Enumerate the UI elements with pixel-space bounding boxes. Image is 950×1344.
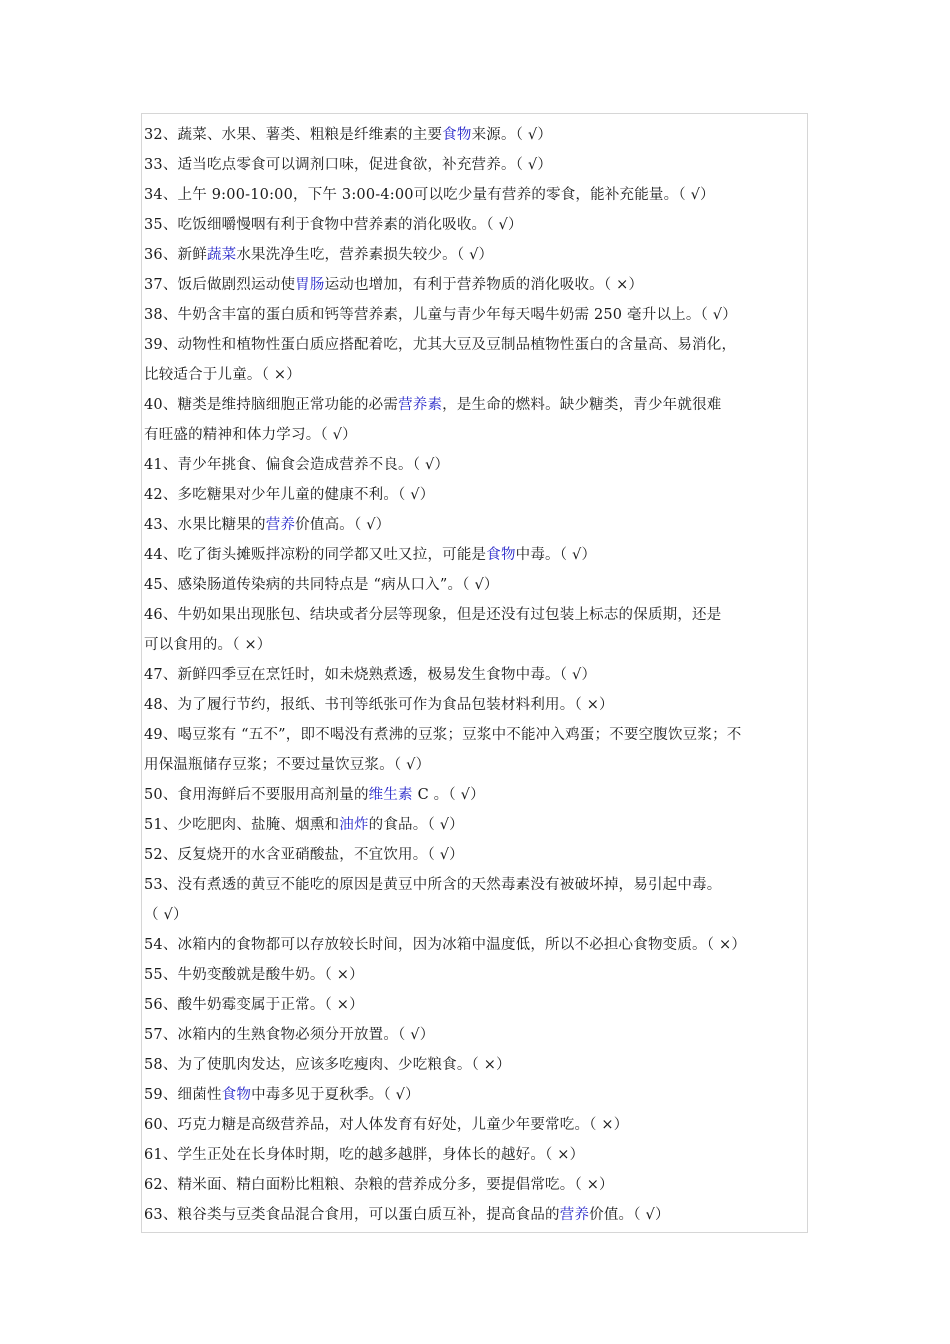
text-line — [144, 900, 810, 930]
text-segment: 43、水果比糖果的 — [144, 517, 266, 533]
text-line — [144, 420, 810, 450]
keyword-link[interactable]: 食物 — [486, 547, 516, 563]
text-segment: C 。（ √） — [412, 787, 485, 803]
text-segment: 50、食用海鲜后不要服用高剂量的 — [144, 787, 369, 803]
text-line — [144, 360, 810, 390]
text-segment: 51、少吃肥肉、盐腌、烟熏和 — [144, 817, 340, 833]
text-segment: 58、为了使肌肉发达，应该多吃瘦肉、少吃粮食。（ ×） — [144, 1057, 511, 1073]
text-line — [144, 270, 810, 300]
text-line — [144, 570, 810, 600]
text-line — [144, 600, 810, 630]
keyword-link[interactable]: 维生素 — [368, 787, 413, 803]
text-segment: 60、巧克力糖是高级营养品，对人体发育有好处，儿童少年要常吃。（ ×） — [144, 1117, 629, 1133]
text-line — [144, 540, 810, 570]
text-line — [144, 690, 810, 720]
text-segment: 47、新鲜四季豆在烹饪时，如未烧熟煮透，极易发生食物中毒。（ √） — [144, 667, 597, 683]
keyword-link[interactable]: 胃肠 — [295, 277, 325, 293]
text-segment: 34、上午 9:00-10:00，下午 3:00-4:00可以吃少量有营养的零食，能补充能量。（ √） — [144, 187, 715, 203]
keyword-link[interactable]: 营养 — [559, 1207, 590, 1223]
text-segment: 40、糖类是维持脑细胞正常功能的必需 — [144, 397, 399, 413]
text-segment: 44、吃了街头摊贩拌凉粉的同学都又吐又拉，可能是 — [144, 547, 487, 563]
text-segment: 48、为了履行节约，报纸、书刊等纸张可作为食品包装材料利用。（ ×） — [144, 697, 614, 713]
text-line — [144, 330, 810, 360]
text-segment: 49、喝豆浆有 “五不”，即不喝没有煮沸的豆浆；豆浆中不能冲入鸡蛋；不要空腹饮豆浆；不 — [144, 727, 742, 743]
text-segment: （ √） — [144, 907, 188, 923]
text-segment: 53、没有煮透的黄豆不能吃的原因是黄豆中所含的天然毒素没有被破坏掉，易引起中毒。 — [144, 877, 722, 893]
text-segment: 59、细菌性 — [144, 1087, 222, 1103]
text-segment: 水果洗净生吃，营养素损失较少。（ √） — [236, 247, 494, 263]
text-segment: 37、饭后做剧烈运动使 — [144, 277, 296, 293]
text-segment: 中毒多见于夏秋季。（ √） — [251, 1087, 420, 1103]
text-segment: 可以食用的。（ ×） — [144, 637, 272, 653]
text-segment: 的食品。（ √） — [368, 817, 464, 833]
text-segment: 35、吃饭细嚼慢咽有利于食物中营养素的消化吸收。（ √） — [144, 217, 523, 233]
text-line — [144, 660, 810, 690]
text-segment: 比较适合于儿童。（ ×） — [144, 367, 301, 383]
text-segment: 61、学生正处在长身体时期，吃的越多越胖，身体长的越好。（ ×） — [144, 1147, 585, 1163]
text-segment: 来源。（ √） — [471, 127, 553, 143]
text-line — [144, 1170, 810, 1200]
keyword-link[interactable]: 油炸 — [339, 817, 369, 833]
text-line — [144, 1080, 810, 1110]
text-line — [144, 720, 810, 750]
text-segment: 45、感染肠道传染病的共同特点是 “病从口入”。（ √） — [144, 577, 499, 593]
text-segment: 42、多吃糖果对少年儿童的健康不利。（ √） — [144, 487, 435, 503]
text-segment: 39、动物性和植物性蛋白质应搭配着吃，尤其大豆及豆制品植物性蛋白的含量高、易消化， — [144, 337, 737, 353]
text-line — [144, 120, 810, 150]
text-line — [144, 450, 810, 480]
text-segment: 57、冰箱内的生熟食物必须分开放置。（ √） — [144, 1027, 435, 1043]
keyword-link[interactable]: 蔬菜 — [206, 247, 237, 263]
text-segment: 55、牛奶变酸就是酸牛奶。（ ×） — [144, 967, 364, 983]
text-segment: 运动也增加，有利于营养物质的消化吸收。（ ×） — [324, 277, 644, 293]
text-line — [144, 390, 810, 420]
text-line — [144, 750, 810, 780]
text-segment: 52、反复烧开的水含亚硝酸盐，不宜饮用。（ √） — [144, 847, 464, 863]
text-segment: 中毒。（ √） — [515, 547, 597, 563]
text-line — [144, 1110, 810, 1140]
text-segment: 46、牛奶如果出现胀包、结块或者分层等现象，但是还没有过包装上标志的保质期，还是 — [144, 607, 722, 623]
text-segment: 38、牛奶含丰富的蛋白质和钙等营养素，儿童与青少年每天喝牛奶需 250 毫升以上。（ √） — [144, 307, 737, 323]
text-line — [144, 1050, 810, 1080]
text-line — [144, 1200, 810, 1230]
text-segment: 41、青少年挑食、偏食会造成营养不良。（ √） — [144, 457, 450, 473]
keyword-link[interactable]: 食物 — [221, 1087, 252, 1103]
text-segment: 价值高。（ √） — [295, 517, 391, 533]
text-segment: 56、酸牛奶霉变属于正常。（ ×） — [144, 997, 364, 1013]
text-segment: 63、粮谷类与豆类食品混合食用，可以蛋白质互补，提高食品的 — [144, 1207, 560, 1223]
text-line — [144, 960, 810, 990]
text-segment: 33、适当吃点零食可以调剂口味，促进食欲，补充营养。（ √） — [144, 157, 553, 173]
text-segment: 32、蔬菜、水果、薯类、粗粮是纤维素的主要 — [144, 127, 443, 143]
text-line — [144, 630, 810, 660]
text-segment: ，是生命的燃料。缺少糖类，青少年就很难 — [442, 397, 722, 413]
text-line — [144, 150, 810, 180]
keyword-link[interactable]: 食物 — [442, 127, 472, 143]
text-line — [144, 1020, 810, 1050]
text-line — [144, 840, 810, 870]
text-line — [144, 870, 810, 900]
text-line — [144, 810, 810, 840]
text-line — [144, 510, 810, 540]
text-segment: 有旺盛的精神和体力学习。（ √） — [144, 427, 357, 443]
document-body — [144, 120, 810, 1230]
text-line — [144, 300, 810, 330]
text-segment: 价值。（ √） — [589, 1207, 670, 1223]
text-segment: 62、精米面、精白面粉比粗粮、杂粮的营养成分多，要提倡常吃。（ ×） — [144, 1177, 614, 1193]
keyword-link[interactable]: 营养 — [265, 517, 296, 533]
text-line — [144, 480, 810, 510]
text-line — [144, 240, 810, 270]
text-segment: 36、新鲜 — [144, 247, 207, 263]
text-line — [144, 180, 810, 210]
text-line — [144, 1140, 810, 1170]
text-line — [144, 990, 810, 1020]
text-line — [144, 210, 810, 240]
text-line — [144, 930, 810, 960]
text-line — [144, 780, 810, 810]
keyword-link[interactable]: 营养素 — [398, 397, 443, 413]
text-segment: 用保温瓶储存豆浆；不要过量饮豆浆。（ √） — [144, 757, 431, 773]
text-segment: 54、冰箱内的食物都可以存放较长时间，因为冰箱中温度低，所以不必担心食物变质。（ ×） — [144, 937, 747, 953]
